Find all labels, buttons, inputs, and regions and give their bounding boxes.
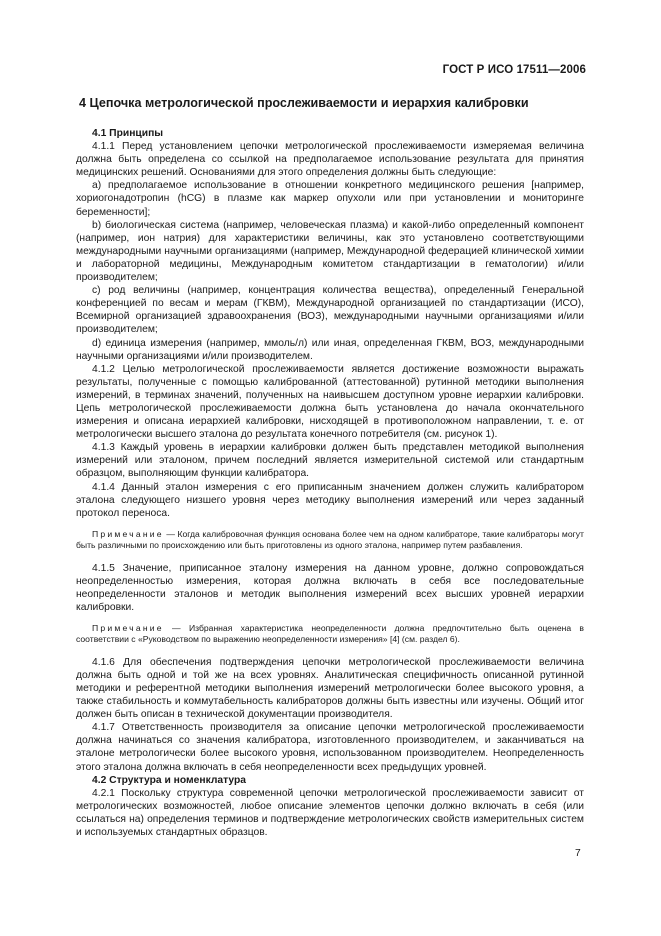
paragraph-4-1-1: 4.1.1 Перед установлением цепочки метрологической прослеживаемости измеряемая величина должна быть определена со ссылкой на предполагаемое использование результата для принятия медицинских решений. Основаниями для этого определения должны быть следующие: <box>76 141 584 179</box>
page-number: 7 <box>575 848 581 859</box>
note-label: Примечание <box>92 528 164 539</box>
paragraph-4-1-3: 4.1.3 Каждый уровень в иерархии калибровки должен быть представлен методикой выполнения измерений или эталоном, причем последний является измерительной системой или стандартным образцом, выполняющим функции калибратора. <box>76 442 584 480</box>
note-2 <box>76 623 584 646</box>
list-item-c: с) род величины (например, концентрация количества вещества), определенный Генеральной конференцией по весам и мерам (ГКВМ), Международной организацией по стандартизации (ИСО), Всемирной организацией здравоохранения (ВОЗ), международными научными организациями и/или производителем; <box>76 285 584 336</box>
subsection-title-structure: 4.2 Структура и номенклатура <box>92 774 247 786</box>
paragraph-4-1-5: 4.1.5 Значение, приписанное эталону измерения на данном уровне, должно сопровождаться неопределенностью измерения, которая должна включать в себя все последовательные неопределенности эталонов и методик выполнения измерений всех высших уровней иерархии калибровки. <box>76 562 584 613</box>
paragraph-4-1-2: 4.1.2 Целью метрологической прослеживаемости является достижение возможности выражать результаты, полученные с помощью калиброванной (аттестованной) рутинной методики выполнения измерений, в терминах значений, полученных на наивысшем доступном уровне иерархии калибровки. Цепь метрологической прослеживаемости должна быть установлена до начала окончательного измерения и описана иерархией калибровки, нисходящей в противоположном направлении, т. е. от метрологически высшего эталона до результата конечного потребителя (см. рисунок 1). <box>76 363 584 441</box>
note-label: Примечание <box>92 623 164 633</box>
section-title: 4 Цепочка метрологической прослеживаемости и иерархия калибровки <box>79 96 529 110</box>
standard-header: ГОСТ Р ИСО 17511—2006 <box>442 64 586 76</box>
list-item-a: а) предполагаемое использование в отношении конкретного медицинского решения [например, хориогонадотропин (hCG) в плазме как маркер опухоли или при установлении и мониторинге беременности]; <box>76 180 584 218</box>
paragraph-4-1-7: 4.1.7 Ответственность производителя за описание цепочки метрологической прослеживаемости должна начинаться со значения калибратора, изготовленного производителем, и заканчиваться на эталоне метрологически более высокого уровня, использованном производителем. Неопределенность этого эталона должна включать в себя неопределенности всех предыдущих уровней. <box>76 722 584 773</box>
note-text: — Когда калибровочная функция основана более чем на одном калибраторе, такие калибраторы могут быть различными по происхождению или быть приготовлены из одного эталона, например путем разбавления. <box>76 528 584 551</box>
list-item-b: b) биологическая система (например, человеческая плазма) и какой-либо определенный компонент (например, ион натрия) для характеристики величины, как это установлено соответствующими международными научными организациями (например, Международной федерацией клинической химии и лабораторной медицины, Международным комитетом стандартизации в гематологии) и/или производителем; <box>76 219 584 284</box>
note-text: — Избранная характеристика неопределенности должна предпочтительно быть оценена в соответствии с «Руководством по выражению неопределенности измерения» [4] (см. раздел 6). <box>76 623 584 645</box>
note-1 <box>76 529 584 552</box>
subsection-title-principles: 4.1 Принципы <box>92 128 164 139</box>
paragraph-4-1-4: 4.1.4 Данный эталон измерения с его приписанным значением должен служить калибратором эталона следующего низшего уровня через методику выполнения измерений или через заданный протокол переноса. <box>76 481 584 519</box>
paragraph-4-1-6: 4.1.6 Для обеспечения подтверждения цепочки метрологической прослеживаемости величина должна быть одной и той же на всех уровнях. Аналитическая специфичность описанной рутинной методики и референтной методики выполнения измерений метрологически более высокого уровня, а также стабильность и коммутабельность калибраторов должны быть известны или изучены. Общий итог должен быть описан в технической документации производителя. <box>76 656 584 721</box>
list-item-d: d) единица измерения (например, ммоль/л) или иная, определенная ГКВМ, ВОЗ, международными научными организациями и/или производителем. <box>76 337 584 362</box>
paragraph-4-2-1: 4.2.1 Поскольку структура современной цепочки метрологической прослеживаемости зависит от метрологических возможностей, любое описание элементов цепочки должно включать в себя (или ссылаться на) определения терминов и подтверждение метрологических свойств измерительных систем и используемых стандартных образцов. <box>76 787 584 839</box>
page-content <box>76 96 584 839</box>
